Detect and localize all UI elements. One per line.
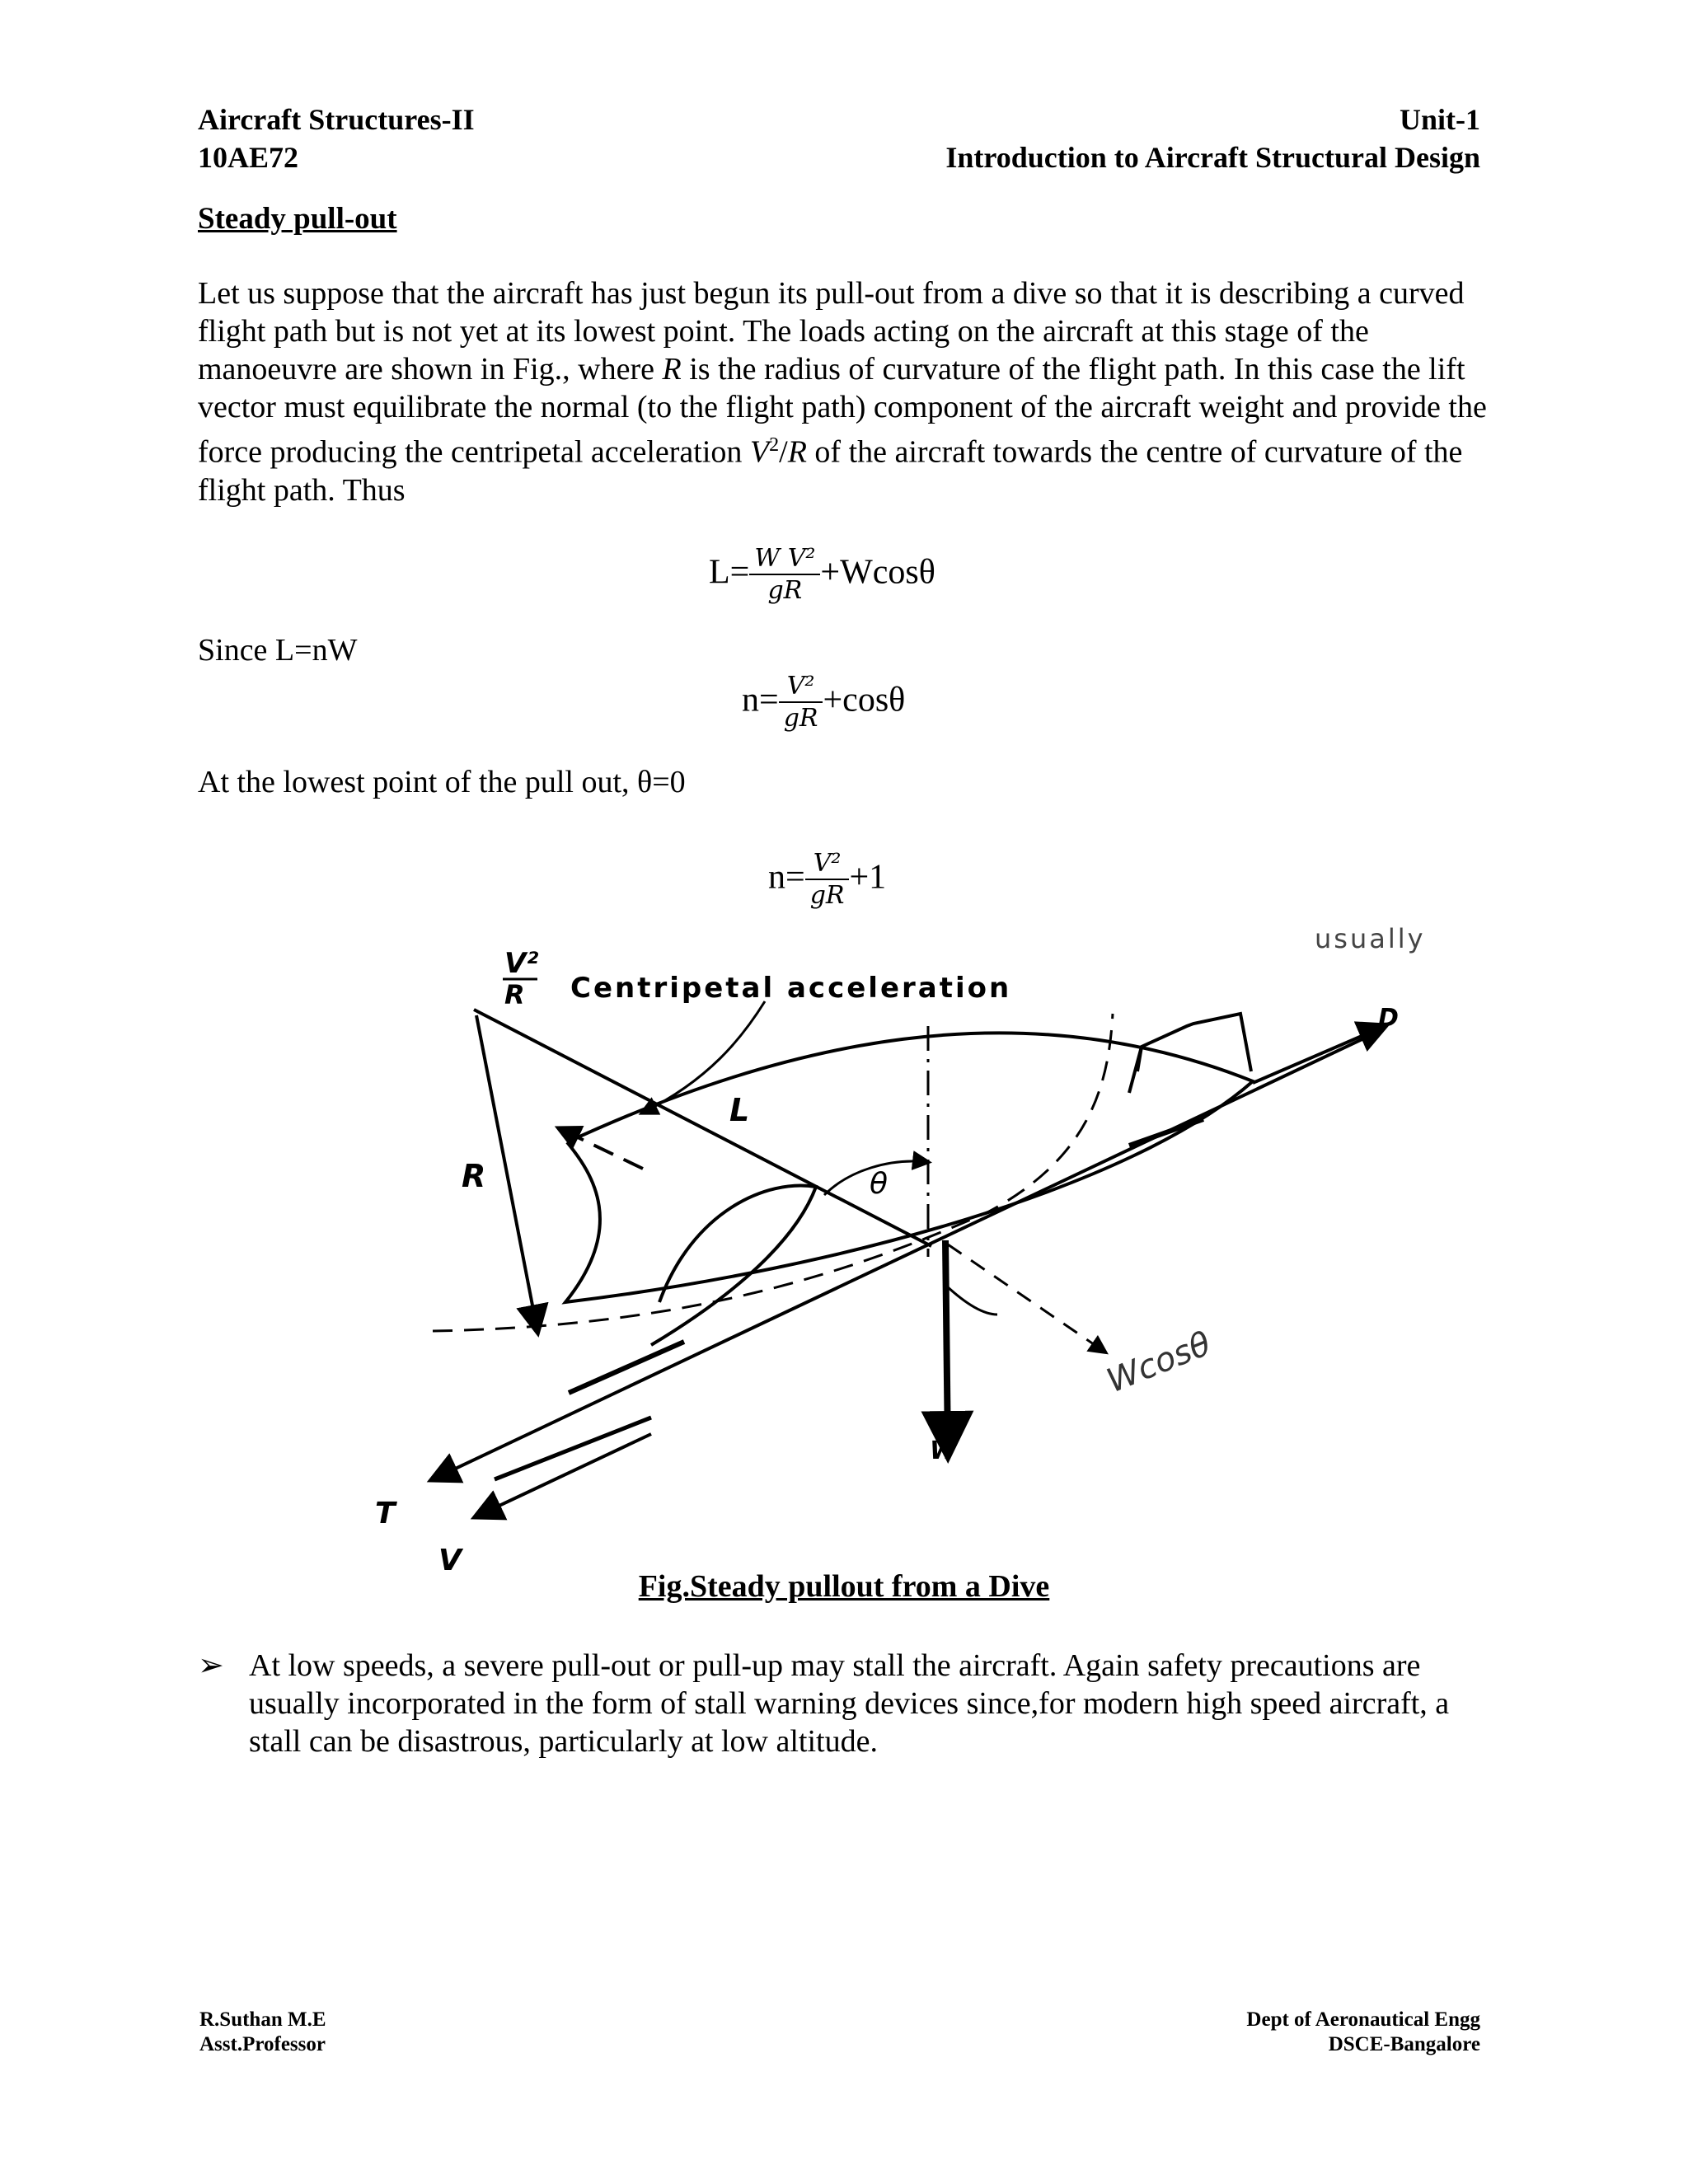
flight-path — [433, 1014, 1113, 1331]
eq1-rhs: +Wcosθ — [820, 553, 935, 592]
figure-caption: Fig.Steady pullout from a Dive — [638, 1569, 1050, 1604]
footer-designation: Asst.Professor — [199, 2033, 326, 2055]
paragraph-text-1: Let us suppose that the aircraft has just begun its pull-out from a dive so that it is describing a curved flight path but is not yet at its lowest point. The loads acting on the aircraft at this stage of the manoeuvre are shown in Fig., where — [198, 276, 1465, 387]
paragraph-text-3: of the aircraft towards the centre of curvature of the flight path. Thus — [198, 434, 1463, 508]
eq2-lhs: n= — [742, 681, 779, 719]
course-title: Aircraft Structures-II — [198, 103, 475, 136]
velocity-label: V — [438, 1544, 462, 1577]
symbol-v: V — [749, 434, 770, 470]
eq1-numerator: W V² — [754, 544, 816, 573]
eq2-numerator: V² — [786, 672, 815, 701]
drag-arrow — [1253, 1026, 1385, 1083]
drag-label: D — [1378, 1004, 1399, 1033]
wcos-arc — [946, 1286, 997, 1315]
bullet-marker: ➢ — [198, 1648, 224, 1683]
symbol-r-2: R — [787, 434, 807, 470]
eq3-denominator: gR — [805, 879, 850, 912]
thrust-label: T — [375, 1497, 396, 1530]
thrust-line — [433, 1029, 1385, 1479]
footer-author: R.Suthan M.E — [199, 2008, 326, 2031]
unit-label: Unit-1 — [1400, 103, 1480, 136]
eq2-denominator: gR — [779, 701, 823, 734]
eq1-lhs: L= — [709, 553, 750, 592]
cropped-text: usually — [1315, 923, 1426, 954]
weight-arrow — [945, 1240, 948, 1451]
eq3-lhs: n= — [768, 858, 805, 897]
centripetal-label: Centripetal acceleration — [570, 972, 1012, 1005]
wcos-line — [948, 1244, 1104, 1352]
lift-label: L — [729, 1092, 750, 1128]
radius-label: R — [462, 1158, 486, 1194]
eq1-denominator: gR — [749, 574, 820, 607]
wcos-label: Wcosθ — [1101, 1324, 1217, 1401]
section-title: Steady pull-out — [198, 202, 397, 236]
bullet-text: At low speeds, a severe pull-out or pull-up may stall the aircraft. Again safety precautions are usually incorporated in the form of stall warning devices since,for modern high speed aircraft, a stall can be disastrous, particularly at low altitude. — [249, 1648, 1450, 1759]
since-text: Since L=nW — [198, 633, 358, 668]
eq3-rhs: +1 — [849, 858, 887, 897]
weight-label: W — [930, 1436, 958, 1465]
unit-title: Introduction to Aircraft Structural Design — [945, 141, 1480, 174]
lowest-point-text: At the lowest point of the pull out, θ=0 — [198, 765, 686, 799]
v2r-numerator: V² — [504, 947, 539, 980]
footer-dept: Dept of Aeronautical Engg — [1246, 2008, 1480, 2031]
eq2-rhs: +cosθ — [823, 681, 906, 719]
fuselage-outline — [565, 1033, 1253, 1302]
theta-label: θ — [870, 1167, 889, 1201]
symbol-slash: / — [779, 434, 788, 470]
paragraph-text-2: is the radius of curvature of the flight path. In this case the lift vector must equilibrate the normal (to the flight path) component of the aircraft weight and provide the force producing the centripetal acceleration — [198, 352, 1487, 470]
symbol-r: R — [662, 352, 682, 387]
tail-fin — [1129, 1014, 1251, 1093]
course-code: 10AE72 — [198, 141, 299, 174]
footer-college: DSCE-Bangalore — [1328, 2033, 1480, 2055]
symbol-exponent: 2 — [769, 434, 780, 456]
v2r-denominator: R — [504, 979, 525, 1010]
eq3-numerator: V² — [813, 849, 842, 878]
